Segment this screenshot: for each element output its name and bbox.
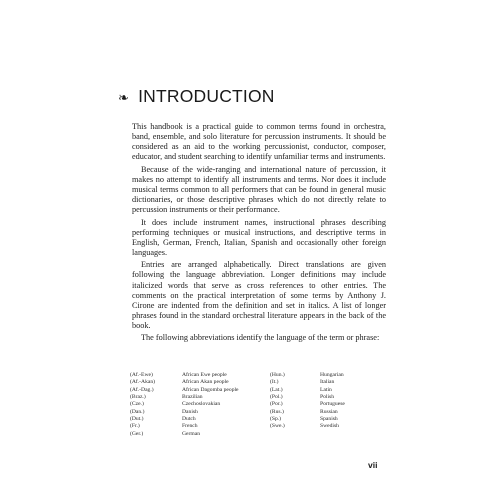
abbreviation-code: (Lat.): [270, 386, 283, 393]
language-name: Latin: [320, 386, 332, 393]
abbreviation-code: (Braz.): [130, 394, 146, 401]
language-name: Hungarian: [320, 372, 344, 378]
abbreviation-code: (Rus.): [270, 408, 284, 415]
abbreviation-column-left: [130, 372, 155, 438]
language-name: Italian: [320, 379, 335, 386]
paragraph: This handbook is a practical guide to common terms found in orchestra, band, ensemble, and solo literature for percussion instruments. It should be considered as an aid to the working percussionist, conductor, composer, educator, and student searching to identify unfamiliar terms and instruments.: [132, 122, 386, 162]
paragraph: It does include instrument names, instructional phrases describing performing techniques or musical instructions, and descriptive terms in English, German, French, Italian, Spanish and occasionally other foreign languages.: [132, 217, 386, 257]
abbreviation-code: (Af.-Dag.): [130, 386, 154, 393]
abbreviation-code: (Hun.): [270, 372, 285, 378]
language-name: Russian: [320, 408, 338, 415]
abbreviation-code: (Dan.): [130, 408, 145, 415]
chapter-heading: [118, 86, 275, 107]
paragraph: Entries are arranged alphabetically. Direct translations are given following the language abbreviation. Longer definitions may include italicized words that serve as cross references to other entries. The comments on the practical interpretation of some terms by Anthony J. Cirone are indented from the definition and set in italics. A list of longer phrases found in the standard orchestral literature appears in the back of the book.: [132, 260, 386, 330]
language-name: Spanish: [320, 416, 338, 423]
language-name: Portuguese: [320, 401, 345, 408]
language-column-right: [320, 372, 345, 431]
language-name: Swedish: [320, 423, 339, 430]
abbreviation-code: (It.): [270, 379, 279, 386]
paragraph: The following abbreviations identify the language of the term or phrase:: [141, 333, 380, 343]
language-name: French: [182, 423, 198, 430]
abbreviation-code: (Sp.): [270, 416, 282, 423]
language-name: Dutch: [182, 416, 196, 423]
body-text: [132, 122, 386, 346]
abbreviation-code: (Af.-Ewe): [130, 372, 153, 378]
abbreviation-code: (Af.-Akan): [130, 379, 156, 386]
language-name: African Ewe people: [182, 372, 227, 378]
language-column-left: [182, 372, 239, 438]
abbreviation-code: (Fr.): [130, 423, 140, 430]
abbreviation-column-right: [270, 372, 285, 431]
language-name: German: [182, 430, 201, 437]
abbreviation-code: (Ger.): [130, 430, 144, 437]
language-name: Czechoslovakian: [182, 401, 221, 408]
abbreviation-code: (Swe.): [270, 423, 285, 430]
language-name: African Akan people: [182, 379, 229, 386]
abbreviation-code: (Pol.): [270, 394, 283, 401]
language-name: African Dagomba people: [182, 386, 239, 393]
abbreviation-code: (Por.): [270, 401, 283, 408]
abbreviation-code: (Cze.): [130, 401, 144, 408]
language-name: Polish: [320, 394, 334, 401]
fleuron-ornament-icon: ❧: [118, 89, 130, 105]
chapter-title: INTRODUCTION: [138, 86, 275, 106]
paragraph: Because of the wide-ranging and international nature of percussion, it makes no attempt to identify all instruments and terms. Nor does it include musical terms common to all performers that can be found in general music dictionaries, or those descriptive phrases which do not directly relate to percussion instruments or their performance.: [132, 164, 386, 215]
language-name: Brazilian: [182, 394, 203, 401]
abbreviation-code: (Dut.): [130, 416, 144, 423]
language-name: Danish: [182, 408, 198, 415]
page-number: vii: [368, 460, 378, 470]
